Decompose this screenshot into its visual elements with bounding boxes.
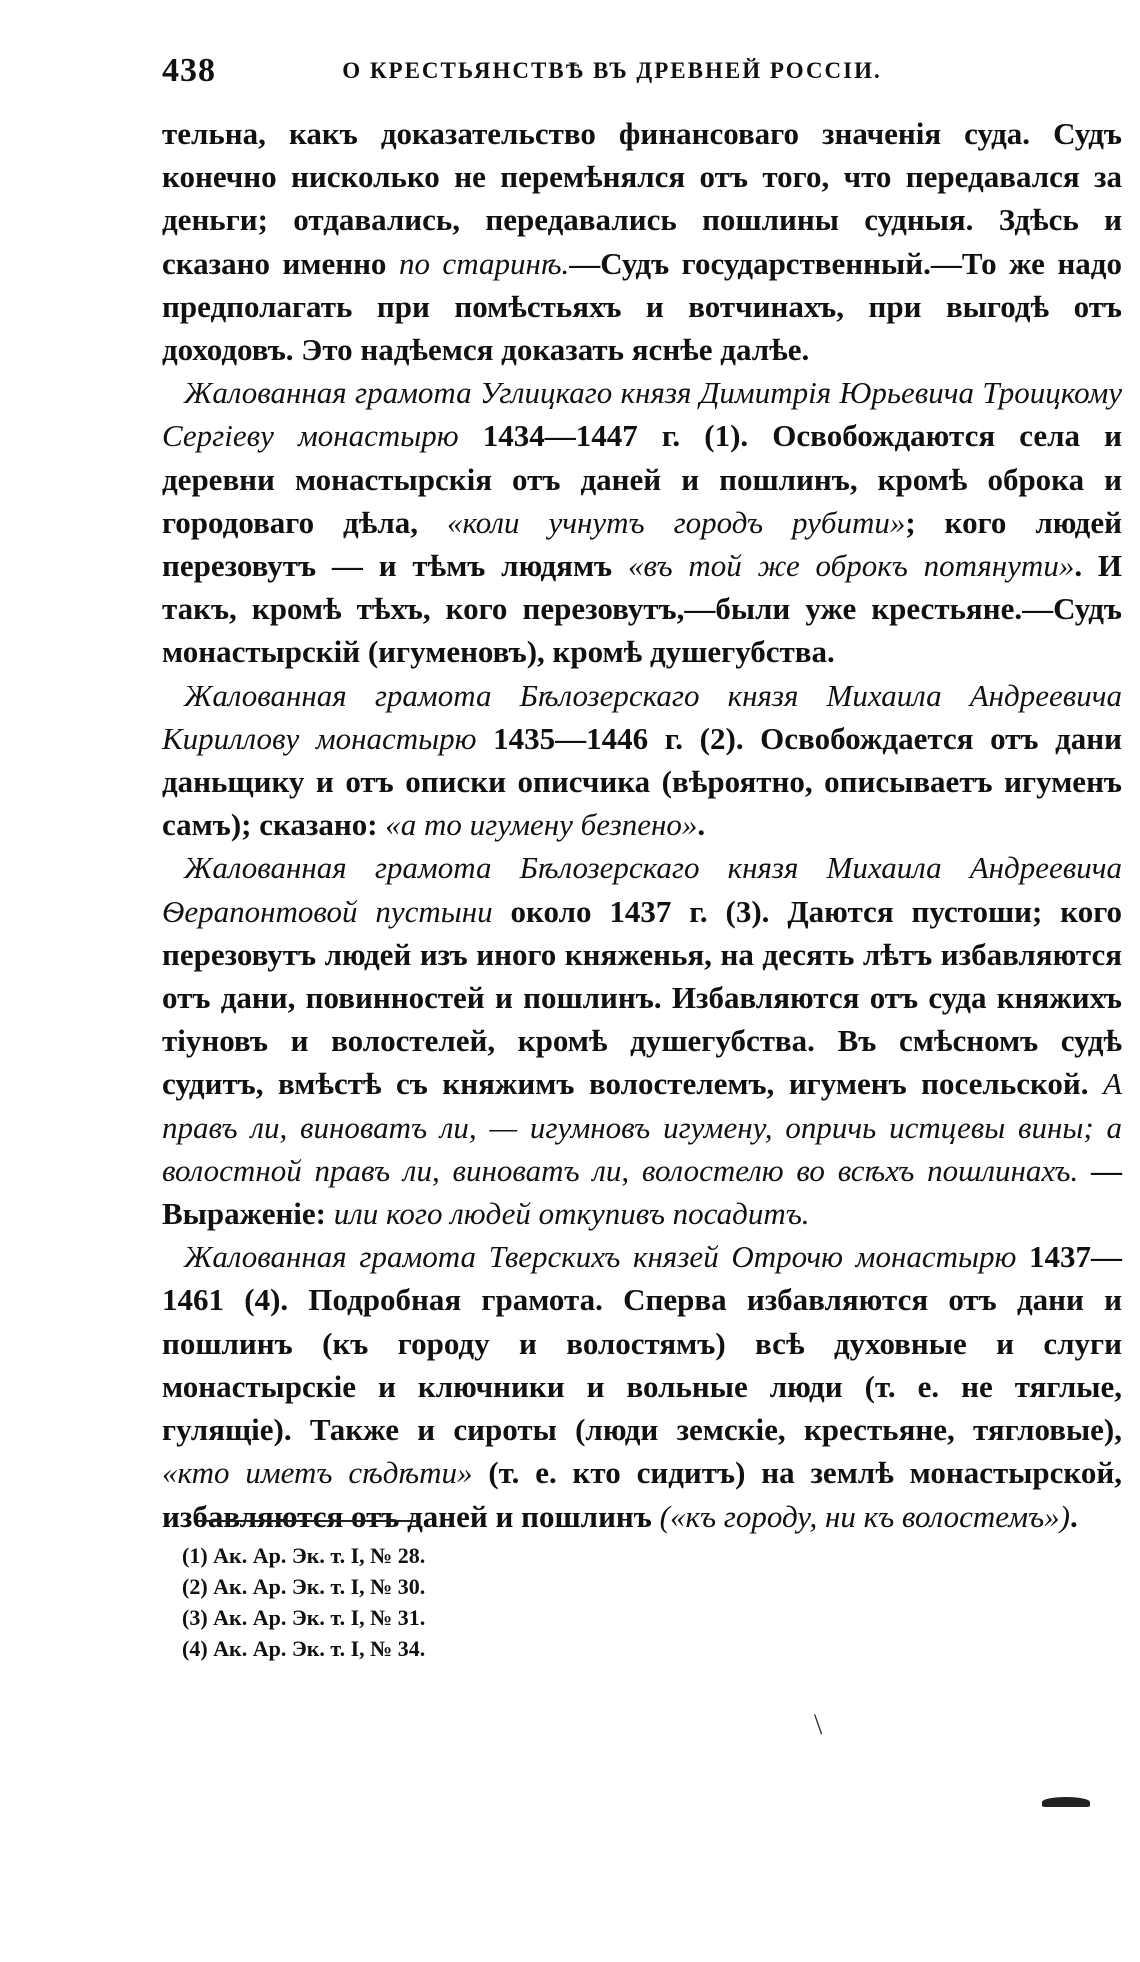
italic-text: Жалованная грамота Бѣлозерскаго князя Михаила Андреевича Кириллову монастырю xyxy=(162,677,1122,756)
ink-blot xyxy=(1042,1797,1090,1807)
paragraph xyxy=(162,371,1122,673)
paragraph xyxy=(162,674,1122,847)
ink-mark: \ xyxy=(814,1708,823,1741)
footnote-4: (4) Ак. Ар. Эк. т. I, № 34. xyxy=(182,1636,426,1661)
footnote-2: (2) Ак. Ар. Эк. т. I, № 30. xyxy=(182,1574,426,1599)
paragraph xyxy=(162,1235,1122,1537)
footnote-separator xyxy=(198,1520,416,1522)
text-run: 1435—1446 г. (2). Освобождается отъ дани даньщику и отъ описки описчика (вѣроятно, описываетъ игуменъ самъ); сказано: xyxy=(162,720,1122,843)
italic-text: Жалованная грамота Тверскихъ князей Отрочю монастырю xyxy=(184,1239,1017,1275)
italic-text: Жалованная грамота Углицкаго князя Димитрія Юрьевича Троицкому Сергіеву монастырю xyxy=(162,375,1122,454)
running-title: О КРЕСТЬЯНСТВѢ ВЪ ДРЕВНЕЙ РОССІИ. xyxy=(342,58,882,83)
italic-text: «а то игумену безпено» xyxy=(385,807,698,843)
footnote-1: (1) Ак. Ар. Эк. т. I, № 28. xyxy=(182,1543,426,1568)
footnotes xyxy=(182,1540,782,1664)
text-run: . xyxy=(697,807,706,843)
text-run: —Судъ государственный.—То же надо предполагать при помѣстьяхъ и вотчинахъ, при выгодѣ отъ доходовъ. Это надѣемся доказать яснѣе далѣе. xyxy=(162,245,1122,368)
italic-text: Жалованная грамота Бѣлозерскаго князя Михаила Андреевича Ѳерапонтовой пустыни xyxy=(162,850,1122,929)
text-run: . xyxy=(1069,1498,1078,1534)
main-text xyxy=(162,112,1122,1538)
text-run: (т. е. кто сидитъ) на землѣ монастырской, избавляются отъ даней и пошлинъ xyxy=(162,1455,1122,1534)
italic-text: «кто иметъ сѣдѣти» xyxy=(162,1455,473,1491)
paragraph xyxy=(162,112,1122,371)
page-header xyxy=(162,52,1122,96)
text-run: . И такъ, кромѣ тѣхъ, кого перезовутъ,—были уже крестьяне.—Судъ монастырскій (игуменовъ), кромѣ душегубства. xyxy=(162,548,1122,670)
text-run: 1434—1447 г. (1). Освобождаются села и деревни монастырскія отъ даней и пошлинъ, кромѣ оброка и городоваго дѣла, xyxy=(162,418,1122,540)
italic-text: или кого людей откупивъ посадитъ. xyxy=(333,1196,810,1232)
footnote-3: (3) Ак. Ар. Эк. т. I, № 31. xyxy=(182,1605,426,1630)
text-run: 1437—1461 (4). Подробная грамота. Сперва избавляются отъ дани и пошлинъ (къ городу и волостямъ) всѣ духовные и слуги монастырскіе и ключники и вольные люди (т. е. не тяглые, гулящіе). Также и сироты (люди земскіе, крестьяне, тягловые), xyxy=(162,1239,1123,1448)
italic-text: «въ той же оброкъ потянути» xyxy=(627,548,1075,584)
page-number: 438 xyxy=(162,52,216,89)
italic-text: «коли учнутъ городъ рубити» xyxy=(446,504,906,540)
text-run: — Выраженіе: xyxy=(162,1152,1122,1232)
paragraph xyxy=(162,846,1122,1235)
italic-text: по старинѣ. xyxy=(398,245,570,281)
italic-text: («къ городу, ни къ волостемъ») xyxy=(659,1498,1070,1534)
text-run: тельна, какъ доказательство финансоваго значенія суда. Судъ конечно нисколько не перемѣнялся отъ того, что передавался за деньги; отдавались, передавались пошлины судныя. Здѣсь и сказано именно xyxy=(162,116,1122,281)
text-run: около 1437 г. (3). Даются пустоши; кого перезовутъ людей изъ иного княженья, на десять лѣтъ избавляются отъ дани, повинностей и пошлинъ. Избавляются отъ суда княжихъ тіуновъ и волостелей, кромѣ душегубства. Въ смѣсномъ судѣ судитъ, вмѣстѣ съ княжимъ волостелемъ, игуменъ посельской. xyxy=(162,893,1122,1102)
italic-text: А правъ ли, виноватъ ли, — игумновъ игумену, опричь истцевы вины; а волостной правъ ли, виноватъ ли, волостелю во всѣхъ пошлинахъ. xyxy=(162,1066,1122,1188)
text-run: ; кого людей перезовутъ — и тѣмъ людямъ xyxy=(162,504,1122,584)
